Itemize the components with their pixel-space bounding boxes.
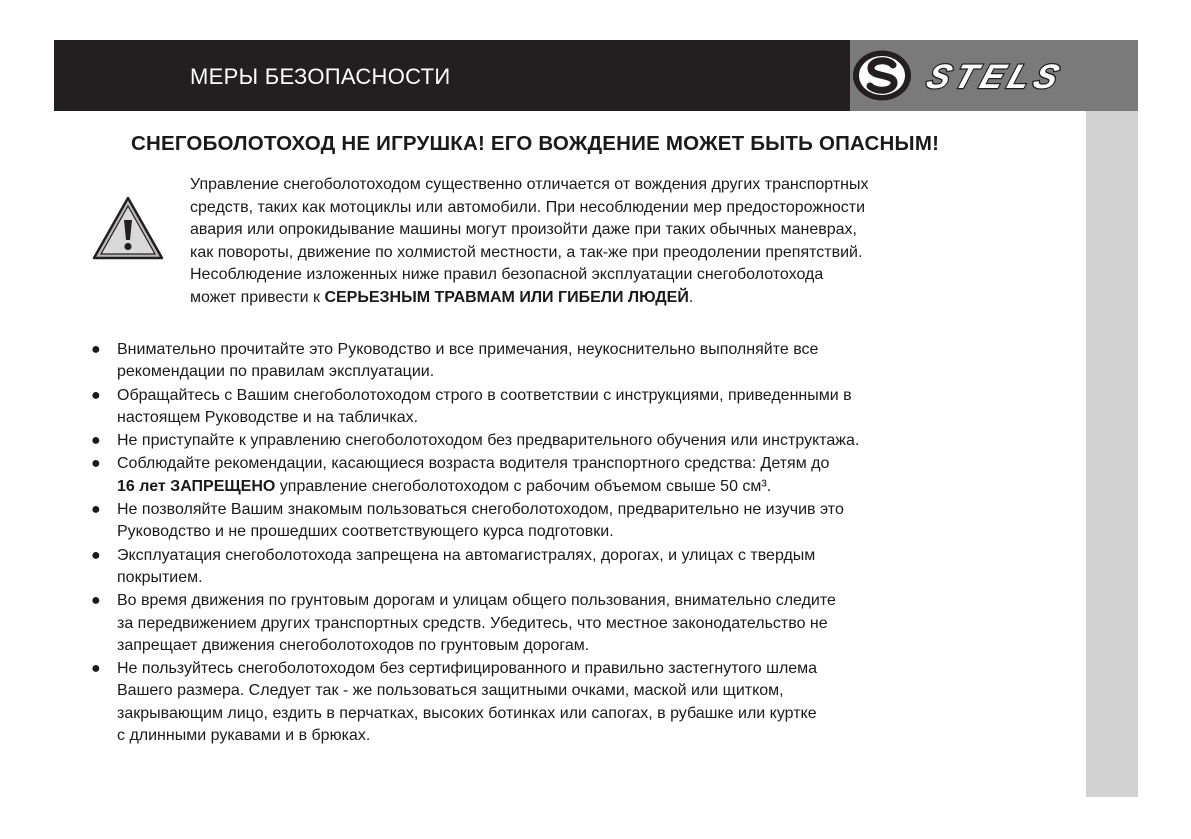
- age-restriction: 16 лет ЗАПРЕЩЕНО: [117, 477, 276, 495]
- bullet-icon: ●: [91, 432, 101, 450]
- intro-emphasis: СЕРЬЕЗНЫМ ТРАВМАМ ИЛИ ГИБЕЛИ ЛЮДЕЙ: [324, 288, 689, 306]
- intro-line: [190, 287, 868, 310]
- bullet-icon: ●: [91, 501, 101, 519]
- list-item: [91, 545, 859, 590]
- bullet-icon: ●: [91, 455, 101, 473]
- intro-line: Несоблюдение изложенных ниже правил безопасной эксплуатации снегоболотохода: [190, 266, 824, 284]
- list-item-line: Эксплуатация снегоболотохода запрещена на автомагистралях, дорогах, и улицах с твердым: [117, 546, 816, 564]
- intro-paragraph: [190, 174, 868, 310]
- list-item-line: Внимательно прочитайте это Руководство и все примечания, неукоснительно выполняйте все: [117, 341, 819, 358]
- intro-line: авария или опрокидывание машины могут произойти даже при таких обычных маневрах,: [190, 221, 857, 239]
- list-item-line: за передвижением других транспортных средств. Убедитесь, что местное законодательство не: [117, 614, 828, 632]
- intro-period: .: [688, 288, 694, 306]
- list-item: [91, 499, 859, 544]
- list-item-line: Во время движения по грунтовым дорогам и улицам общего пользования, внимательно следите: [117, 592, 836, 610]
- warning-triangle-icon: [92, 196, 164, 260]
- list-item: [91, 430, 859, 452]
- bullet-icon: ●: [91, 592, 101, 610]
- list-item-line: запрещает движения снегоболотоходов по грунтовым дорогам.: [117, 636, 590, 654]
- list-item: [91, 453, 859, 498]
- list-item: [91, 339, 859, 384]
- brand-logo: [850, 40, 1138, 111]
- stels-logo-icon: [850, 40, 1138, 111]
- logo-wordmark: STELS: [921, 57, 1069, 96]
- list-item-line: Обращайтесь с Вашим снегоболотоходом строго в соответствии с инструкциями, приведенными в: [117, 386, 852, 404]
- intro-text: может привести к: [190, 288, 325, 306]
- main-heading: СНЕГОБОЛОТОХОД НЕ ИГРУШКА! ЕГО ВОЖДЕНИЕ МОЖЕТ БЫТЬ ОПАСНЫМ!: [131, 132, 940, 155]
- list-item-text: управление снегоболотоходом с рабочим объемом свыше 50 см³.: [275, 477, 772, 495]
- list-item-line: покрытием.: [117, 568, 203, 586]
- list-item: [91, 590, 859, 657]
- bullet-icon: ●: [91, 341, 101, 358]
- list-item-line: [117, 476, 859, 498]
- list-item-line: закрывающим лицо, ездить в перчатках, высоких ботинках или сапогах, в рубашке или куртке: [117, 704, 817, 722]
- intro-line: Управление снегоболотоходом существенно отличается от вождения других транспортных: [190, 176, 869, 193]
- list-item: [91, 385, 859, 430]
- list-item-line: Не позволяйте Вашим знакомым пользоваться снегоболотоходом, предварительно не изучив это: [117, 501, 844, 519]
- bullet-icon: ●: [91, 386, 101, 404]
- list-item-line: рекомендации по правилам эксплуатации.: [117, 363, 435, 381]
- list-item-line: Соблюдайте рекомендации, касающиеся возраста водителя транспортного средства: Детям до: [117, 455, 830, 473]
- page-title: МЕРЫ БЕЗОПАСНОСТИ: [190, 64, 451, 89]
- header-bar: [54, 40, 850, 111]
- side-strip: [1086, 111, 1138, 797]
- list-item-line: Вашего размера. Следует так - же пользоваться защитными очками, маской или щитком,: [117, 682, 784, 700]
- intro-line: как повороты, движение по холмистой местности, а так-же при преодолении препятствий.: [190, 243, 863, 261]
- list-item-line: Не пользуйтесь снегоболотоходом без сертифицированного и правильно застегнутого шлема: [117, 660, 818, 678]
- list-item-line: Не приступайте к управлению снегоболотоходом без предварительного обучения или инструктажа.: [117, 432, 860, 450]
- intro-line: средств, таких как мотоциклы или автомобили. При несоблюдении мер предосторожности: [190, 198, 866, 216]
- list-item-line: Руководство и не прошедших соответствующего курса подготовки.: [117, 523, 614, 541]
- safety-rules-list: [91, 339, 859, 748]
- list-item-line: настоящем Руководстве и на табличках.: [117, 408, 419, 426]
- bullet-icon: ●: [91, 546, 101, 564]
- list-item: [91, 658, 859, 747]
- bullet-icon: ●: [91, 660, 101, 678]
- list-item-line: с длинными рукавами и в брюках.: [117, 727, 371, 745]
